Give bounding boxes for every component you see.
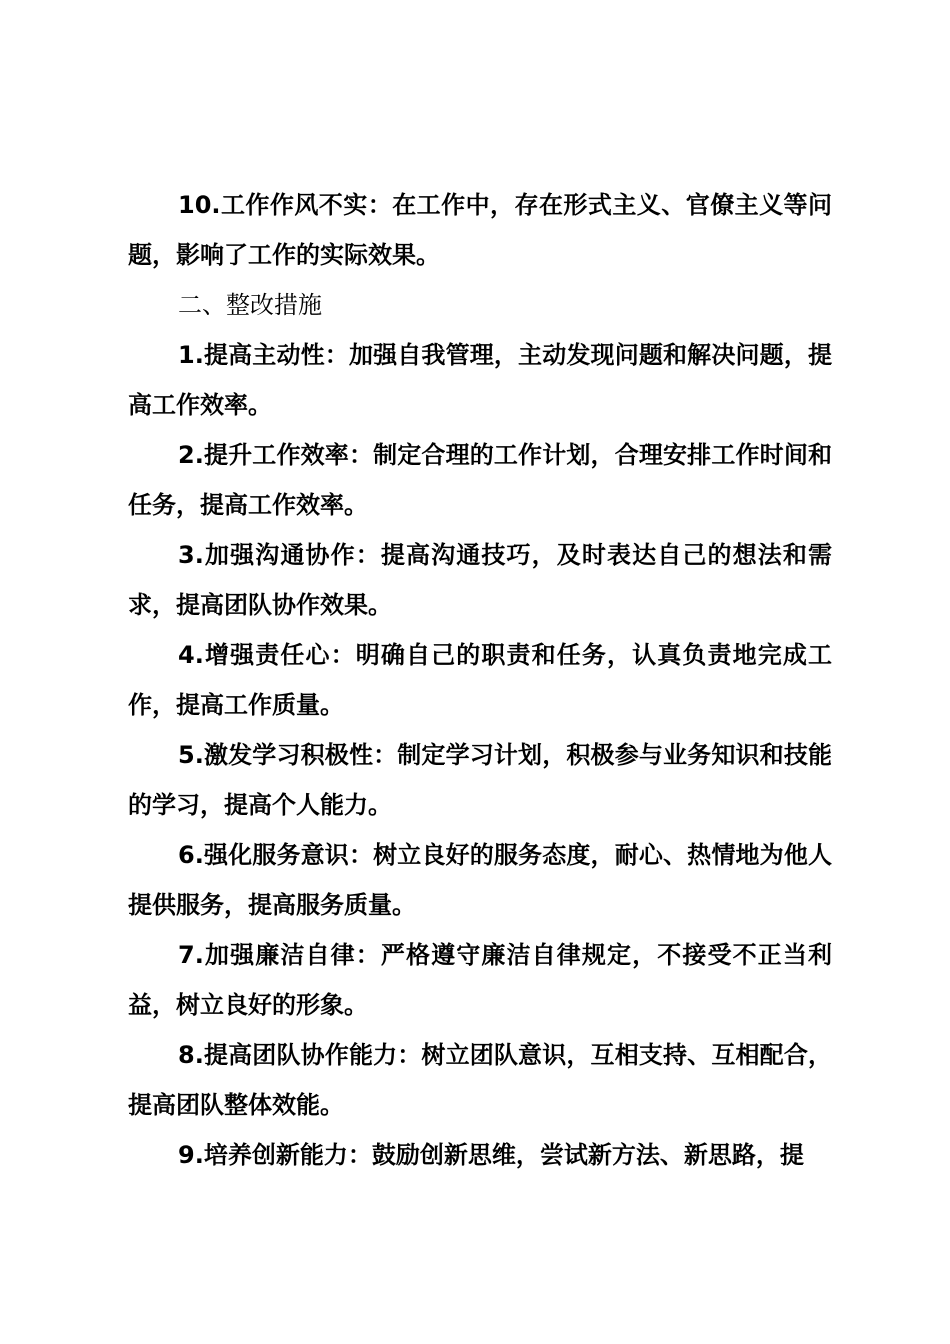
measure-item-4: 4.增强责任心：明确自己的职责和任务，认真负责地完成工作，提高工作质量。 — [128, 641, 832, 719]
section-heading-rectification: 二、整改措施 — [178, 291, 322, 319]
measure-item-2: 2.提升工作效率：制定合理的工作计划，合理安排工作时间和任务，提高工作效率。 — [128, 441, 832, 519]
paragraph-item-10: 10.工作作风不实：在工作中，存在形式主义、官僚主义等问题，影响了工作的实际效果。 — [128, 191, 832, 269]
measure-item-3: 3.加强沟通协作：提高沟通技巧，及时表达自己的想法和需求，提高团队协作效果。 — [128, 541, 832, 619]
measure-item-5: 5.激发学习积极性：制定学习计划，积极参与业务知识和技能的学习，提高个人能力。 — [128, 741, 832, 819]
measure-item-9: 9.培养创新能力：鼓励创新思维，尝试新方法、新思路，提 — [178, 1141, 804, 1169]
measure-item-8: 8.提高团队协作能力：树立团队意识，互相支持、互相配合，提高团队整体效能。 — [128, 1041, 832, 1119]
document-body — [128, 180, 832, 1180]
measure-item-1: 1.提高主动性：加强自我管理，主动发现问题和解决问题，提高工作效率。 — [128, 341, 832, 419]
measure-item-6: 6.强化服务意识：树立良好的服务态度，耐心、热情地为他人提供服务，提高服务质量。 — [128, 841, 832, 919]
measure-item-7: 7.加强廉洁自律：严格遵守廉洁自律规定，不接受不正当利益，树立良好的形象。 — [128, 941, 832, 1019]
